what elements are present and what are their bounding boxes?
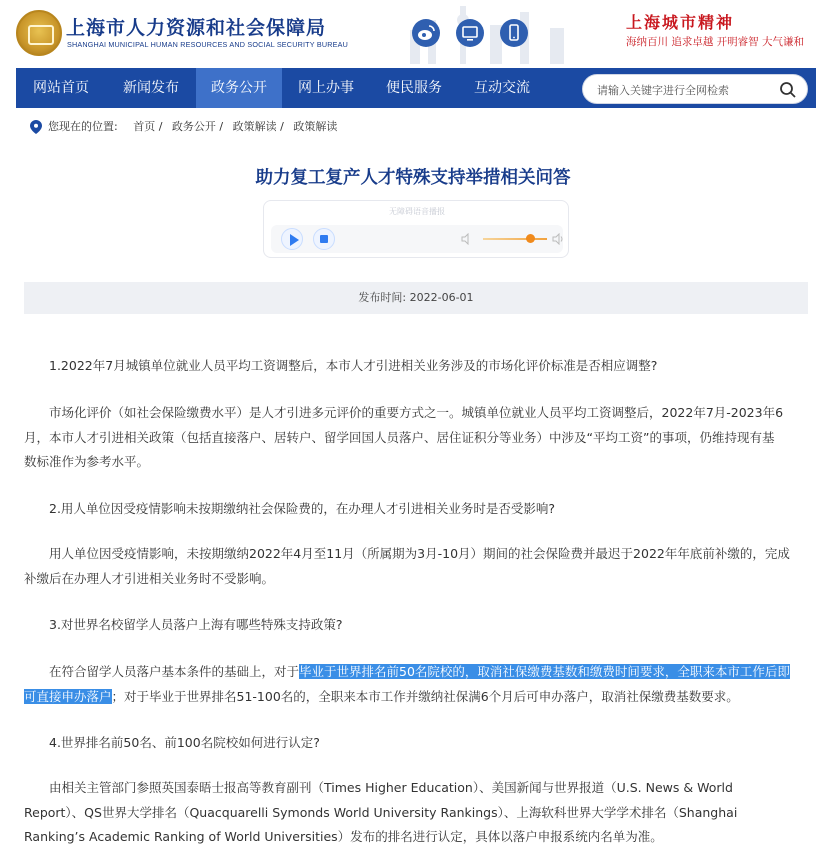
breadcrumb-item-policy[interactable]: 政策解读 / (232, 120, 284, 133)
breadcrumb-label: 您现在的位置: (48, 120, 118, 133)
site-header (0, 0, 826, 68)
answer-2: 用人单位因受疫情影响，未按期缴纳2022年4月至11月（所属期为3月-10月）期间的社会保险费并最迟于2022年年底前补缴的，完成 补缴后在办理人才引进相关业务时不受影响。 (24, 546, 790, 586)
volume-slider[interactable] (483, 238, 547, 240)
player-label: 无障碍语音播报 (389, 207, 445, 216)
city-spirit-title: 上海城市精神 (626, 13, 735, 32)
nav-item-home[interactable]: 网站首页 (33, 80, 89, 96)
nav-item-gov-info[interactable]: 政务公开 (196, 68, 282, 108)
nav-item-interaction[interactable]: 互动交流 (474, 80, 530, 96)
site-search (582, 74, 808, 104)
question-3: 3.对世界名校留学人员落户上海有哪些特殊支持政策? (49, 617, 343, 632)
nav-item-news[interactable]: 新闻发布 (123, 80, 179, 96)
play-button[interactable] (281, 228, 303, 250)
audio-player (263, 200, 569, 258)
location-pin-icon (30, 120, 42, 134)
volume-slider-handle[interactable] (526, 234, 535, 243)
player-controls (271, 225, 563, 253)
nav-item-online-service[interactable]: 网上办事 (298, 80, 354, 96)
breadcrumb-item-gov-info[interactable]: 政务公开 / (171, 120, 224, 133)
mobile-icon[interactable] (500, 19, 528, 47)
question-2: 2.用人单位因受疫情影响未按期缴纳社会保险费的，在办理人才引进相关业务时是否受影响? (49, 501, 556, 516)
weibo-icon[interactable] (412, 19, 440, 47)
nav-item-public-service[interactable]: 便民服务 (386, 80, 442, 96)
question-4: 4.世界排名前50名、前100名院校如何进行认定? (49, 735, 320, 750)
page-title: 助力复工复产人才特殊支持举措相关问答 (255, 168, 571, 188)
answer-3: 在符合留学人员落户基本条件的基础上，对于毕业于世界排名前50名院校的，取消社保缴费基数和缴费时间要求，全职来本市工作后即 可直接申办落户；对于毕业于世界排名51-100名的，全职来本市工作并缴纳社保满6个月后可申办落户，取消社保缴费基数要求。 (24, 664, 790, 704)
breadcrumb-item-current[interactable]: 政策解读 (293, 120, 338, 133)
search-icon[interactable] (779, 81, 797, 99)
play-icon (290, 234, 299, 246)
site-logo[interactable] (16, 10, 62, 56)
desktop-icon[interactable] (456, 19, 484, 47)
question-1: 1.2022年7月城镇单位就业人员平均工资调整后，本市人才引进相关业务涉及的市场化评价标准是否相应调整? (49, 358, 658, 373)
answer-4: 由相关主管部门参照英国泰晤士报高等教育副刊（Times Higher Education）、美国新闻与世界报道（U.S. News & World Report）、QS世界大学排名（Quacquarelli Symonds World University Rankings）、上海软科世界大学学术排名（Shanghai Ranking’s Academic Ranking of World Universities）发布的排名进行认定，具体以落户申报系统内名单为准。 (24, 780, 738, 844)
volume-up-icon[interactable] (552, 233, 564, 245)
selected-text: 可直接申办落户 (24, 688, 112, 704)
city-spirit-words: 海纳百川 追求卓越 开明睿智 大气谦和 (626, 36, 805, 48)
stop-icon (320, 235, 328, 243)
site-subtitle: SHANGHAI MUNICIPAL HUMAN RESOURCES AND SOCIAL SECURITY BUREAU (67, 40, 348, 49)
stop-button[interactable] (313, 228, 335, 250)
breadcrumb-item-home[interactable]: 首页 / (133, 120, 163, 133)
publish-date: 发布时间: 2022-06-01 (24, 282, 808, 314)
search-input[interactable] (597, 81, 777, 99)
selected-text: 毕业于世界排名前50名院校的，取消社保缴费基数和缴费时间要求，全职来本市工作后即 (299, 664, 790, 679)
site-title[interactable]: 上海市人力资源和社会保障局 (66, 17, 327, 39)
answer-1: 市场化评价（如社会保险缴费水平）是人才引进多元评价的重要方式之一。城镇单位就业人员平均工资调整后，2022年7月-2023年6 月，本市人才引进相关政策（包括直接落户、居转户、留学回国人员落户、居住证积分等业务）中涉及“平均工资”的事项，仍维持现有基 数标准作为参考水平。 (24, 405, 784, 469)
volume-down-icon[interactable] (461, 233, 473, 245)
